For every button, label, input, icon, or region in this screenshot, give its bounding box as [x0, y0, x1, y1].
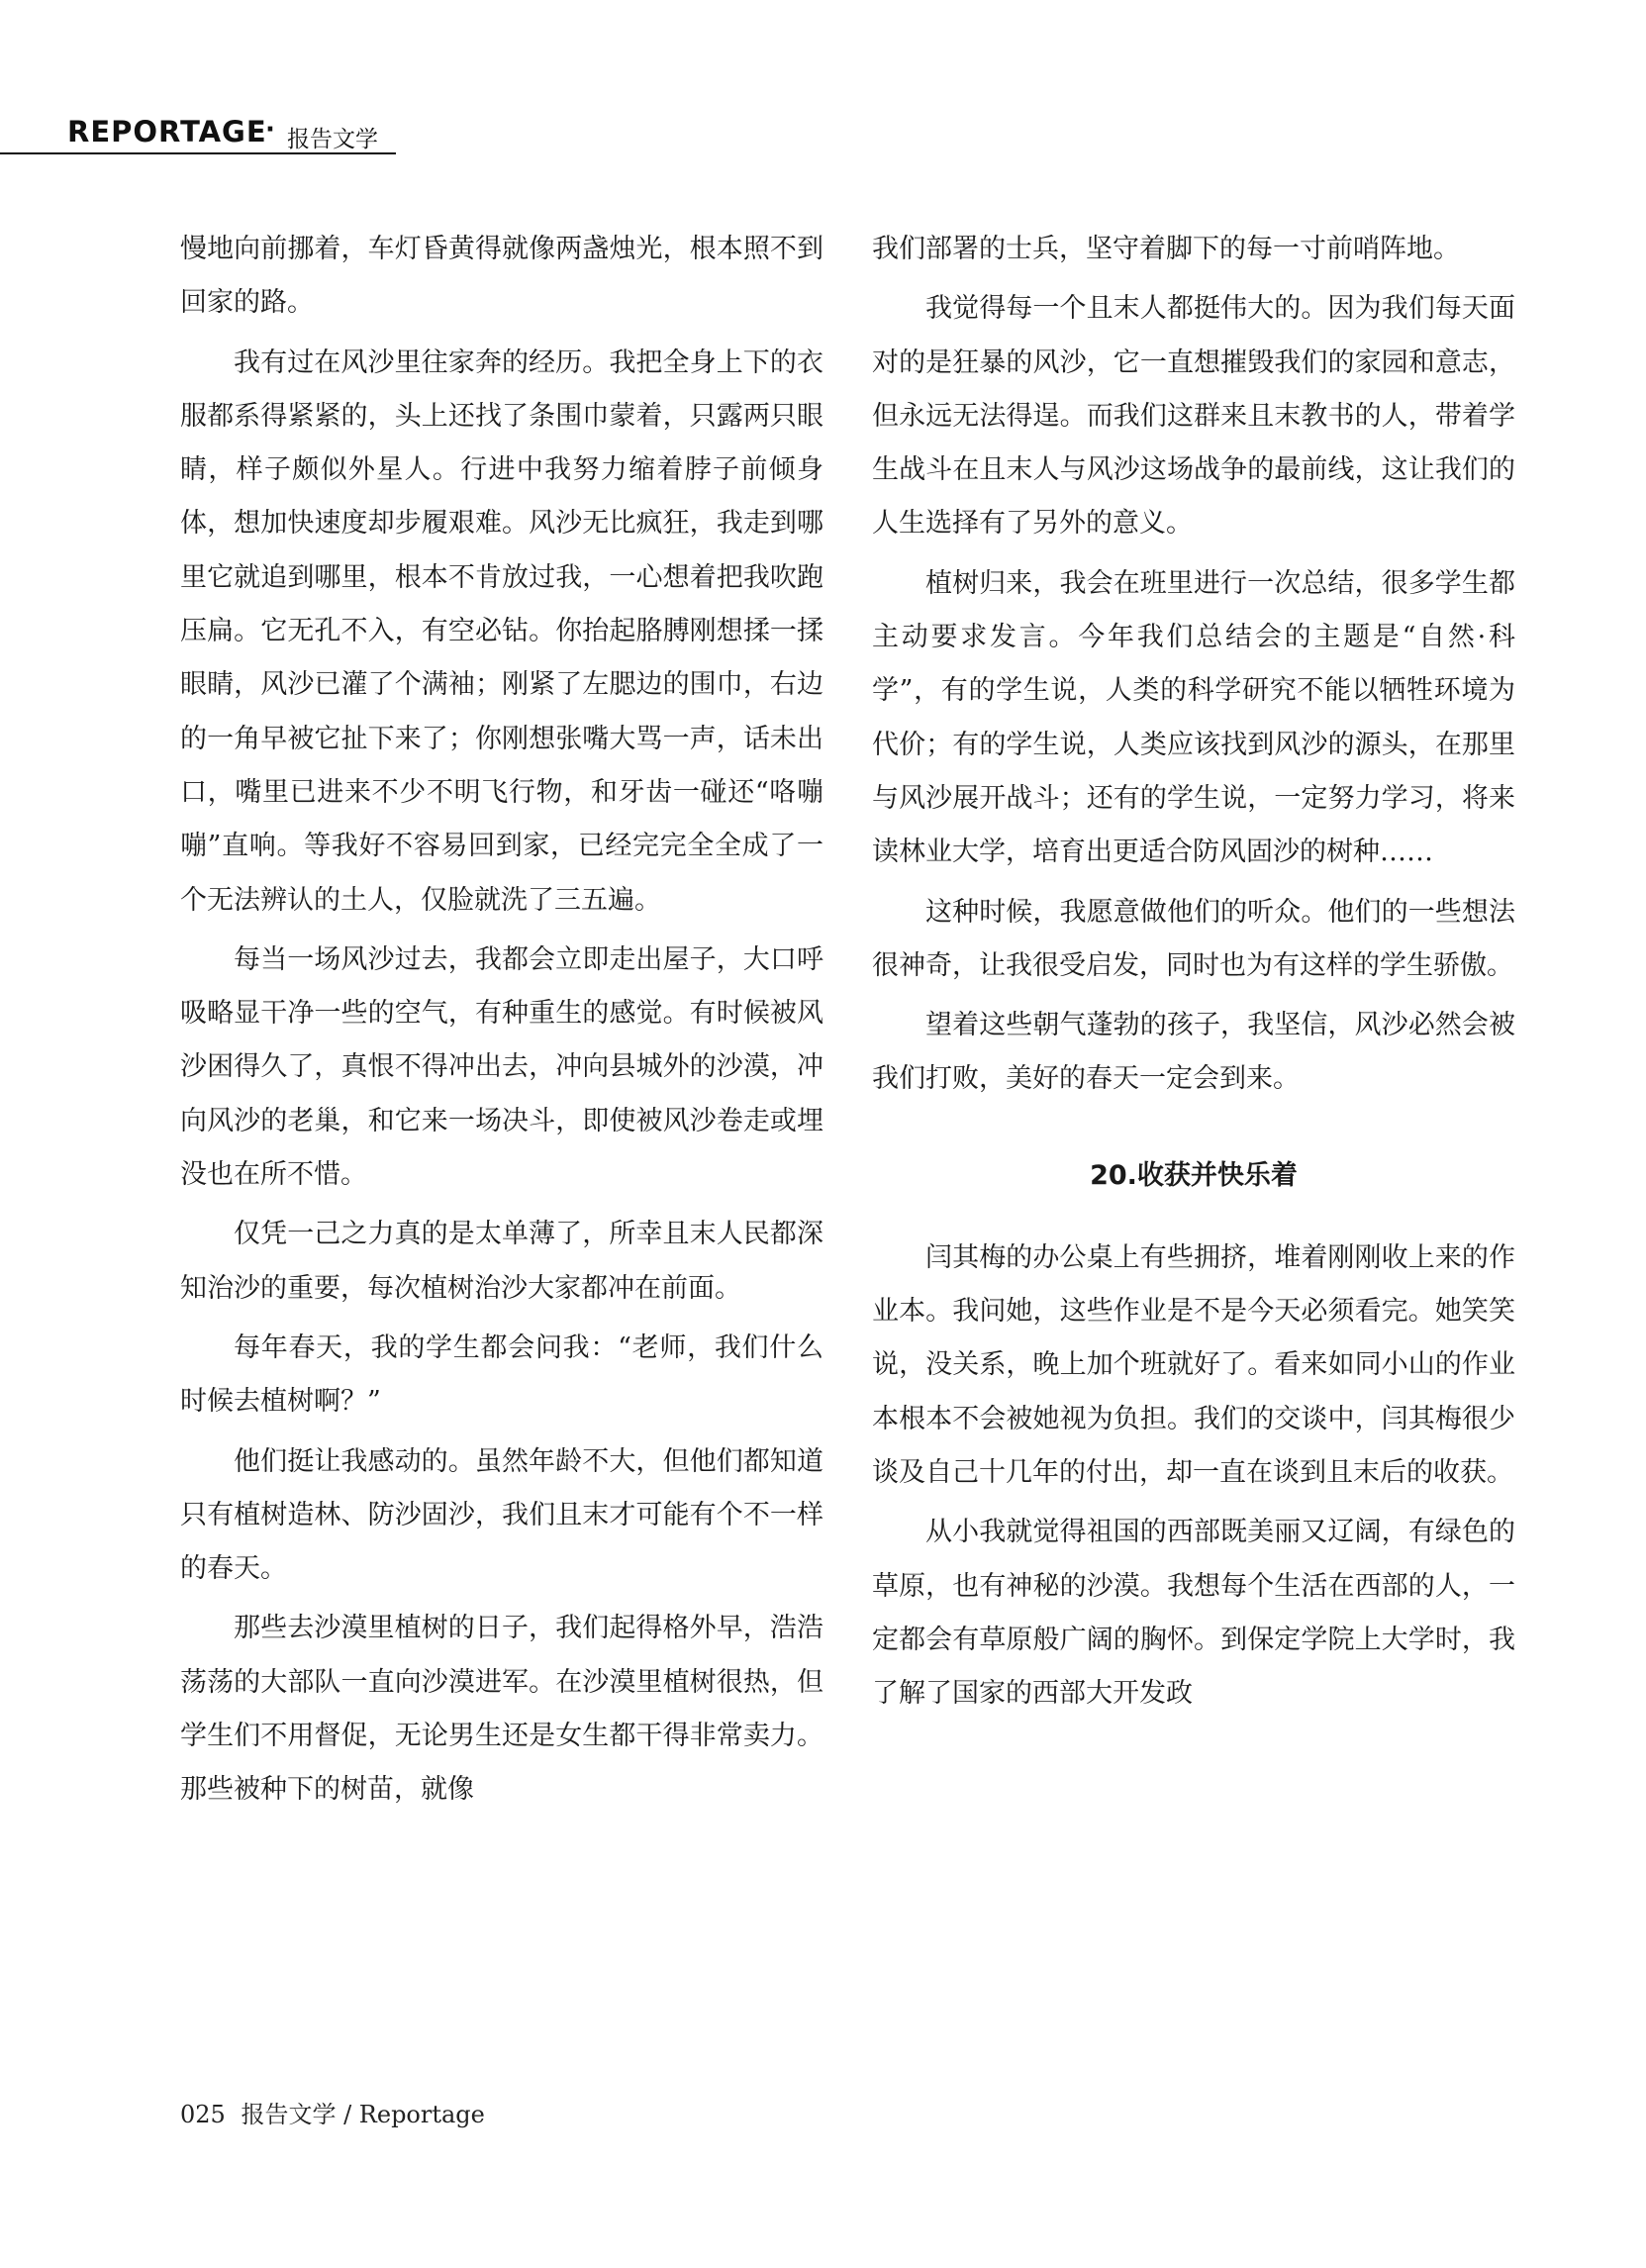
paragraph: 我觉得每一个且末人都挺伟大的。因为我们每天面对的是狂暴的风沙，它一直想摧毁我们的家园和意志，但永远无法得逞。而我们这群来且末教书的人，带着学生战斗在且末人与风沙这场战争的最前线，这让我们的人生选择有了另外的意义。	[872, 293, 1515, 540]
page-number: 025	[180, 2101, 226, 2128]
paragraph: 他们挺让我感动的。虽然年龄不大，但他们都知道只有植树造林、防沙固沙，我们且末才可能有个不一样的春天。	[180, 1445, 823, 1585]
header-separator-dot: ·	[265, 115, 275, 145]
paragraph: 每年春天，我的学生都会问我：“老师，我们什么时候去植树啊？”	[180, 1331, 823, 1418]
paragraph: 从小我就觉得祖国的西部既美丽又辽阔，有绿色的草原，也有神秘的沙漠。我想每个生活在西部的人，一定都会有草原般广阔的胸怀。到保定学院上大学时，我了解了国家的西部大开发政	[872, 1517, 1515, 1710]
paragraph: 仅凭一己之力真的是太单薄了，所幸且末人民都深知治沙的重要，每次植树治沙大家都冲在前面。	[180, 1219, 823, 1304]
right-text-column	[872, 223, 1515, 1721]
paragraph: 慢地向前挪着，车灯昏黄得就像两盏烛光，根本照不到回家的路。	[180, 234, 823, 319]
paragraph: 植树归来，我会在班里进行一次总结，很多学生都主动要求发言。今年我们总结会的主题是“自然·科学”，有的学生说，人类的科学研究不能以牺牲环境为代价；有的学生说，人类应该找到风沙的源头，在那里与风沙展开战斗；还有的学生说，一定努力学习，将来读林业大学，培育出更适合防风固沙的树种……	[872, 567, 1515, 868]
paragraph: 那些去沙漠里植树的日子，我们起得格外早，浩浩荡荡的大部队一直向沙漠进军。在沙漠里植树很热，但学生们不用督促，无论男生还是女生都干得非常卖力。那些被种下的树苗，就像	[180, 1613, 823, 1806]
section-heading: 20.收获并快乐着	[1090, 1159, 1298, 1191]
magazine-brand: REPORTAGE	[67, 115, 267, 148]
footer-label: 报告文学 / Reportage	[241, 2101, 485, 2128]
left-text-column	[180, 223, 823, 1818]
running-header	[0, 109, 396, 154]
paragraph: 每当一场风沙过去，我都会立即走出屋子，大口呼吸略显干净一些的空气，有种重生的感觉。有时候被风沙困得久了，真恨不得冲出去，冲向县城外的沙漠，冲向风沙的老巢，和它来一场决斗，即使被风沙卷走或埋没也在所不惜。	[180, 943, 823, 1191]
page-footer	[180, 2095, 485, 2129]
section-name: 报告文学	[287, 127, 378, 152]
paragraph: 我有过在风沙里往家奔的经历。我把全身上下的衣服都系得紧紧的，头上还找了条围巾蒙着，只露两只眼睛，样子颇似外星人。行进中我努力缩着脖子前倾身体，想加快速度却步履艰难。风沙无比疯狂，我走到哪里它就追到哪里，根本不肯放过我，一心想着把我吹跑压扁。它无孔不入，有空必钻。你抬起胳膊刚想揉一揉眼睛，风沙已灌了个满袖；刚紧了左腮边的围巾，右边的一角早被它扯下来了；你刚想张嘴大骂一声，话未出口，嘴里已进来不少不明飞行物，和牙齿一碰还“咯嘣嘣”直响。等我好不容易回到家，已经完完全全成了一个无法辨认的土人，仅脸就洗了三五遍。	[180, 346, 823, 916]
paragraph: 这种时候，我愿意做他们的听众。他们的一些想法很神奇，让我很受启发，同时也为有这样的学生骄傲。	[872, 896, 1515, 981]
paragraph: 闫其梅的办公桌上有些拥挤，堆着刚刚收上来的作业本。我问她，这些作业是不是今天必须看完。她笑笑说，没关系，晚上加个班就好了。看来如同小山的作业本根本不会被她视为负担。我们的交谈中，闫其梅很少谈及自己十几年的付出，却一直在谈到且末后的收获。	[872, 1241, 1515, 1488]
paragraph: 我们部署的士兵，坚守着脚下的每一寸前哨阵地。	[872, 234, 1460, 264]
paragraph: 望着这些朝气蓬勃的孩子，我坚信，风沙必然会被我们打败，美好的春天一定会到来。	[872, 1010, 1515, 1095]
